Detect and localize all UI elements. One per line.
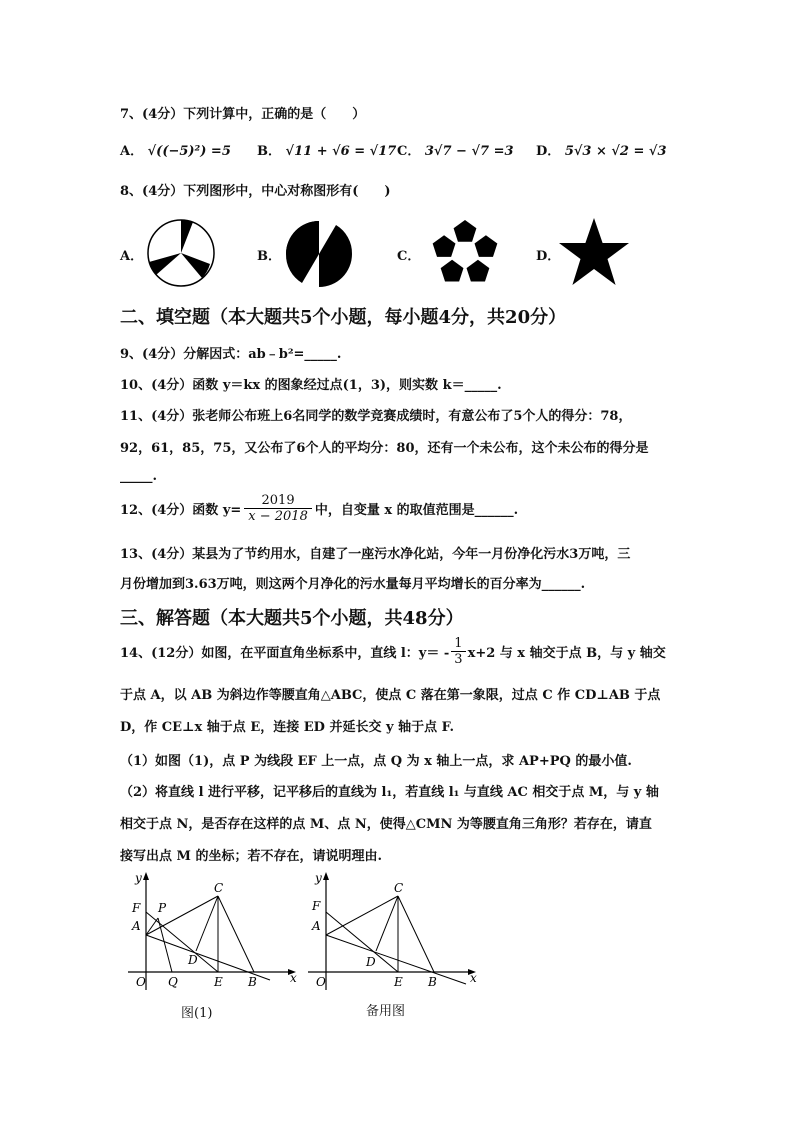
fig1-label-c: C (214, 881, 224, 895)
q14-frac-den: 3 (451, 651, 465, 667)
fig1-label-f: F (132, 901, 141, 915)
fig1-label-e: E (214, 975, 223, 989)
q14-line3: D，作 CE⊥x 轴于点 E，连接 ED 并延长交 y 轴于点 F. (120, 720, 455, 735)
fig2-label-o: O (316, 975, 326, 989)
fig2-label-y: y (315, 871, 322, 885)
q13-line1: 13、(4分）某县为了节约用水，自建了一座污水净化站，今年一月份净化污水3万吨，三 (120, 547, 631, 562)
fig2-label-f: F (312, 899, 321, 913)
section-fill-in-title: 二、填空题（本大题共5个小题，每小题4分，共20分） (120, 307, 567, 328)
pentagon-piece (441, 260, 464, 282)
section-answer-title: 三、解答题（本大题共5个小题，共48分） (120, 608, 464, 629)
q14-frac-num: 1 (454, 636, 463, 651)
coordinate-figure-1 (120, 868, 300, 998)
fig2-label-d: D (366, 955, 376, 969)
pentagon-ring-figure (430, 218, 500, 288)
fig1-label-b: B (248, 975, 257, 989)
q10-text: 10、(4分）函数 y＝kx 的图象经过点(1，3)，则实数 k＝_____. (120, 378, 502, 393)
q7-option-c-letter: C． (397, 144, 421, 159)
q7-option-d-expr: 5√3 × √2 = √3 (564, 144, 667, 159)
q8-letter-b: B． (257, 249, 281, 264)
fig2-caption: 备用图 (366, 1004, 406, 1019)
pentagon-piece (467, 260, 490, 282)
fig2-label-c: C (394, 881, 404, 895)
q7-option-b-letter: B． (257, 144, 281, 159)
q7-option-a-letter: A． (120, 144, 144, 159)
fig1-label-a: A (132, 919, 141, 933)
q8-stem: 8、(4分）下列图形中，中心对称图形有( ) (120, 184, 391, 199)
q14-line2: 于点 A，以 AB 为斜边作等腰直角△ABC，使点 C 落在第一象限，过点 C 作 CD⊥AB 于点 (120, 688, 661, 703)
q7-option-a-expr: √((−5)²) =5 (147, 144, 231, 159)
fig2-label-x: x (470, 971, 477, 985)
q7-option-c (397, 140, 514, 159)
q12-prefix: 12、(4分）函数 y= (120, 503, 242, 518)
pentagon-piece (454, 220, 477, 242)
q14-line1-prefix: 14、(12分）如图，在平面直角坐标系中，直线 l：y＝ - (120, 646, 450, 661)
fig1-label-o: O (136, 975, 146, 989)
circle-sectors-figure (146, 218, 216, 288)
q13-line2: 月份增加到3.63万吨，则这两个月净化的污水量每月平均增长的百分率为______. (120, 577, 586, 592)
fig1-label-p: P (158, 901, 167, 915)
fig2-label-a: A (312, 919, 321, 933)
fig1-label-q: Q (168, 975, 178, 989)
q12-text (120, 493, 518, 524)
fig2-label-b: B (428, 975, 437, 989)
q12-numerator: 2019 (261, 493, 295, 508)
q7-option-b-expr: √11 + √6 = √17 (285, 144, 397, 159)
q12-fraction (244, 493, 312, 524)
q8-letter-a: A． (120, 249, 144, 264)
q11-line3: _____. (120, 469, 158, 484)
q7-stem: 7、(4分）下列计算中，正确的是（ ） (120, 107, 366, 122)
q11-line2: 92，61，85，75，又公布了6个人的平均分：80，还有一个未公布，这个未公布的得分是 (120, 441, 649, 456)
q14-part1: （1）如图（1)，点 P 为线段 EF 上一点，点 Q 为 x 轴上一点，求 AP+PQ 的最小值. (120, 754, 632, 769)
q14-part2-line3: 接写出点 M 的坐标；若不存在，请说明理由. (120, 849, 382, 864)
pentagon-piece (475, 235, 498, 257)
q7-option-d-letter: D． (536, 144, 561, 159)
fig1-caption: 图(1) (181, 1006, 213, 1021)
fig1-label-x: x (290, 971, 297, 985)
coordinate-figure-2 (300, 868, 480, 998)
q7-option-b (257, 140, 396, 159)
q11-line1: 11、(4分）张老师公布班上6名同学的数学竞赛成绩时，有意公布了5个人的得分：78， (120, 409, 632, 424)
q7-option-d (536, 140, 667, 159)
q14-part2-line1: （2）将直线 l 进行平移，记平移后的直线为 l₁，若直线 l₁ 与直线 AC 相交于点 M，与 y 轴 (120, 785, 659, 800)
q14-line1 (120, 636, 666, 667)
pentagon-piece (433, 235, 456, 257)
q12-denominator: x − 2018 (244, 508, 312, 524)
fig2-label-e: E (394, 975, 403, 989)
q8-letter-c: C． (397, 249, 421, 264)
q8-letter-d: D． (536, 249, 561, 264)
star-figure (557, 216, 631, 288)
q14-part2-line2: 相交于点 N，是否存在这样的点 M、点 N，使得△CMN 为等腰直角三角形？若存在，请直 (120, 817, 652, 832)
fig1-label-d: D (188, 953, 198, 967)
q14-fraction (451, 636, 465, 667)
q9-text: 9、(4分）分解因式：ab﹣b²=_____. (120, 347, 342, 362)
q14-line1-suffix: x+2 与 x 轴交于点 B，与 y 轴交 (467, 646, 666, 661)
q7-option-a (120, 140, 231, 159)
q12-suffix: 中，自变量 x 的取值范围是______. (314, 503, 519, 518)
q7-option-c-expr: 3√7 − √7 =3 (424, 144, 514, 159)
fig1-label-y: y (135, 871, 142, 885)
pinwheel-figure (284, 219, 354, 289)
